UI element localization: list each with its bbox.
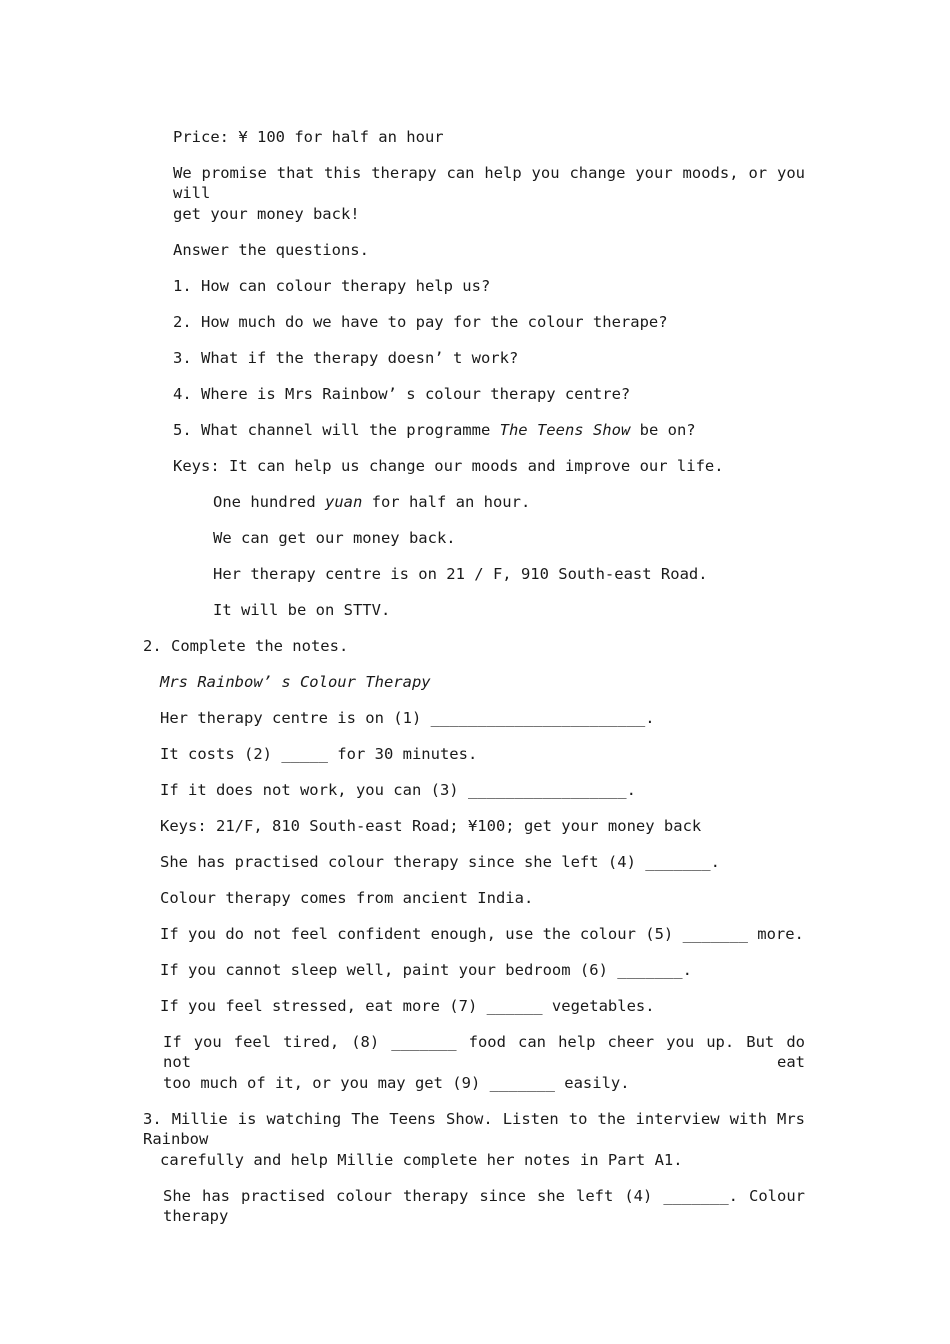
question-2: 2. How much do we have to pay for the colour therape?: [173, 313, 668, 331]
show-title: The Teens Show: [499, 421, 631, 439]
note-line-3: If it does not work, you can (3) _________________.: [160, 781, 636, 799]
note-line-9: too much of it, or you may get (9) _______ easily.: [163, 1074, 630, 1092]
note-line-1: Her therapy centre is on (1) _______________________.: [160, 709, 655, 727]
answer-instruction: Answer the questions.: [173, 241, 369, 259]
promise-line-1: We promise that this therapy can help you change your moods, or you will: [173, 164, 805, 202]
promise-line-2: get your money back!: [173, 205, 360, 223]
key-3: We can get our money back.: [213, 529, 456, 547]
key-2-end: for half an hour.: [362, 493, 531, 511]
question-1: 1. How can colour therapy help us?: [173, 277, 491, 295]
notes-title: Mrs Rainbow’ s Colour Therapy: [160, 673, 431, 691]
price-line: Price: ¥ 100 for half an hour: [173, 128, 444, 146]
note-line-4: She has practised colour therapy since she left (4) _______.: [160, 853, 720, 871]
question-4: 4. Where is Mrs Rainbow’ s colour therapy centre?: [173, 385, 631, 403]
notes-keys: Keys: 21/F, 810 South-east Road; ¥100; get your money back: [160, 817, 702, 835]
note-line-6: If you cannot sleep well, paint your bedroom (6) _______.: [160, 961, 692, 979]
question-5: [173, 420, 696, 440]
note-line-2: It costs (2) _____ for 30 minutes.: [160, 745, 478, 763]
key-2: [213, 492, 530, 512]
question-3: 3. What if the therapy doesn’ t work?: [173, 349, 519, 367]
key-4: Her therapy centre is on 21 / F, 910 South-east Road.: [213, 565, 708, 583]
section-2-heading: 2. Complete the notes.: [143, 637, 349, 655]
yuan-word: yuan: [324, 493, 363, 511]
question-5-end: be on?: [630, 421, 696, 439]
section-3-line-1: 3. Millie is watching The Teens Show. Listen to the interview with Mrs Rainbow: [143, 1110, 805, 1148]
note-line-8: If you feel tired, (8) _______ food can help cheer you up. But do not eat: [163, 1033, 805, 1071]
section-3-line-2: carefully and help Millie complete her notes in Part A1.: [160, 1151, 683, 1169]
key-2-text: One hundred: [213, 493, 325, 511]
section-3-line-3: She has practised colour therapy since she left (4) _______. Colour therapy: [163, 1187, 805, 1225]
key-5: It will be on STTV.: [213, 601, 391, 619]
key-1: Keys: It can help us change our moods and improve our life.: [173, 457, 724, 475]
note-line-india: Colour therapy comes from ancient India.: [160, 889, 534, 907]
note-line-5: If you do not feel confident enough, use the colour (5) _______ more.: [160, 925, 804, 943]
question-5-text: 5. What channel will the programme: [173, 421, 500, 439]
note-line-7: If you feel stressed, eat more (7) ______ vegetables.: [160, 997, 655, 1015]
